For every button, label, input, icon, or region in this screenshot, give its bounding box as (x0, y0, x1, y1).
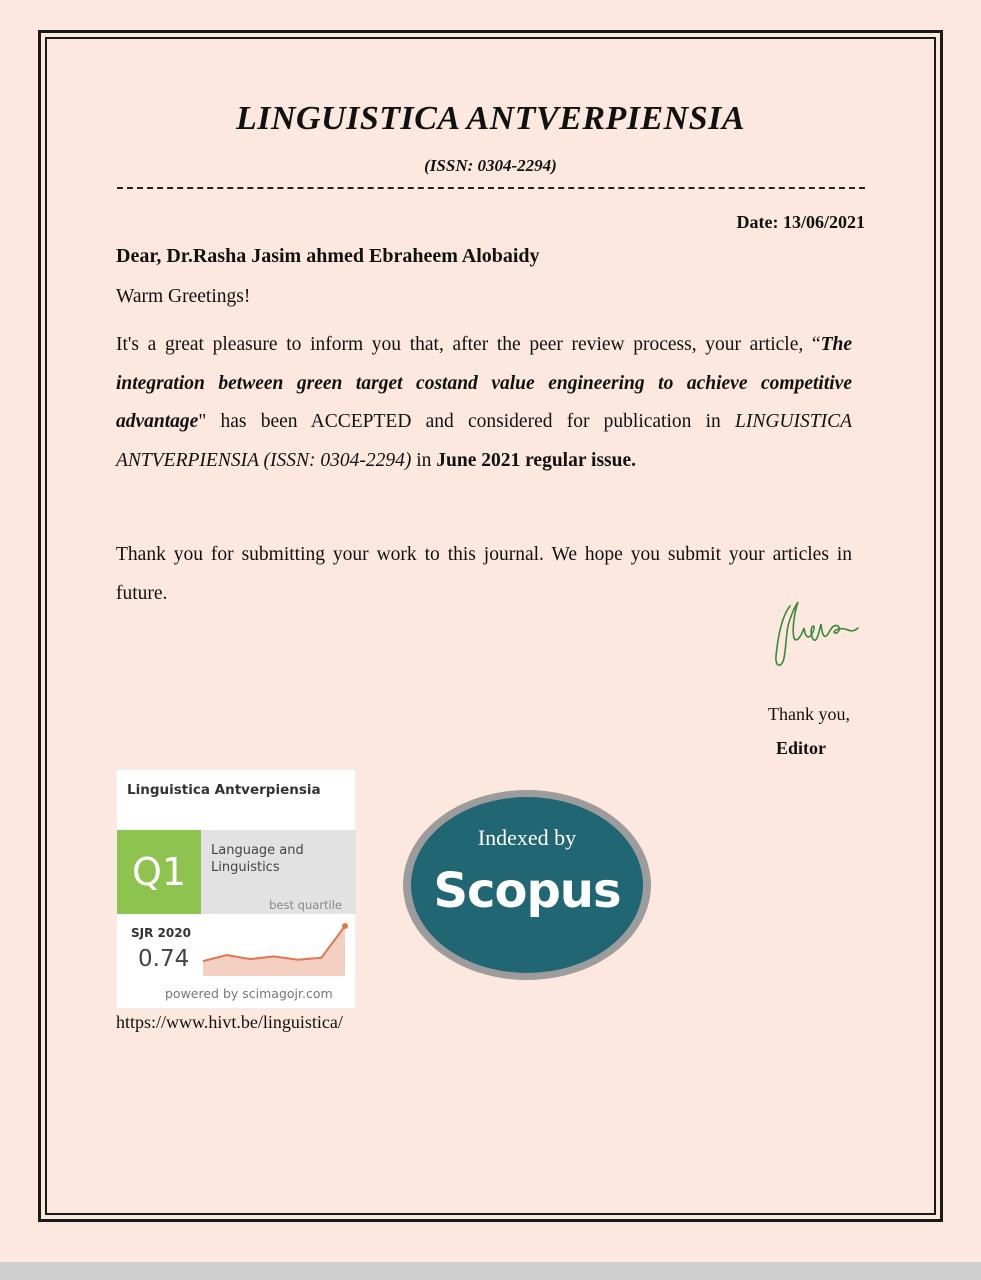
sjr-category-box (201, 830, 356, 914)
scopus-indexed-label: Indexed by (477, 825, 577, 850)
paragraph-in: in (411, 449, 437, 471)
letter-date: Date: 13/06/2021 (736, 212, 865, 232)
paragraph-middle: " has been ACCEPTED and considered for publication in (198, 411, 735, 432)
sjr-journal-name: Linguistica Antverpiensia (127, 782, 321, 798)
acceptance-paragraph (116, 326, 852, 480)
paragraph-intro: It's a great pleasure to inform you that, after the peer review process, your article, “ (116, 334, 821, 355)
sjr-best-quartile: best quartile (269, 898, 342, 912)
thanks-paragraph: Thank you for submitting your work to this journal. We hope you submit your articles in future. (116, 544, 852, 604)
issue-name: June 2021 regular issue. (436, 449, 636, 471)
editor-signature (764, 596, 864, 676)
header-divider (117, 187, 865, 189)
scopus-brand: Scopus (433, 863, 621, 919)
journal-reference: LINGUISTICA ANTVERPIENSIA (ISSN: 0304-2294) (116, 411, 852, 471)
sjr-value: 0.74 (138, 946, 190, 972)
scopus-badge (411, 797, 643, 973)
sjr-quartile-badge: Q1 (117, 830, 201, 914)
sjr-widget[interactable] (116, 769, 356, 1009)
sjr-powered-by: powered by scimagojr.com (165, 986, 333, 1001)
salutation: Dear, Dr.Rasha Jasim ahmed Ebraheem Alobaidy (116, 245, 540, 267)
article-title: The integration between green target costand value engineering to achieve competitive advantage (116, 334, 852, 432)
signatory: Editor (776, 738, 827, 758)
journal-issn: (ISSN: 0304-2294) (424, 156, 557, 175)
closing: Thank you, (768, 704, 850, 724)
journal-url[interactable]: https://www.hivt.be/linguistica/ (116, 1012, 343, 1032)
journal-title: LINGUISTICA ANTVERPIENSIA (235, 100, 746, 137)
greeting: Warm Greetings! (116, 286, 251, 307)
bottom-strip (0, 1262, 981, 1280)
sjr-trend-latest-point (342, 923, 348, 929)
sjr-trend-area (203, 926, 345, 976)
sjr-trend-chart (201, 920, 351, 978)
sjr-category: Language and Linguistics (211, 843, 304, 875)
sjr-trend-line (203, 926, 345, 961)
sjr-year: SJR 2020 (131, 926, 191, 940)
